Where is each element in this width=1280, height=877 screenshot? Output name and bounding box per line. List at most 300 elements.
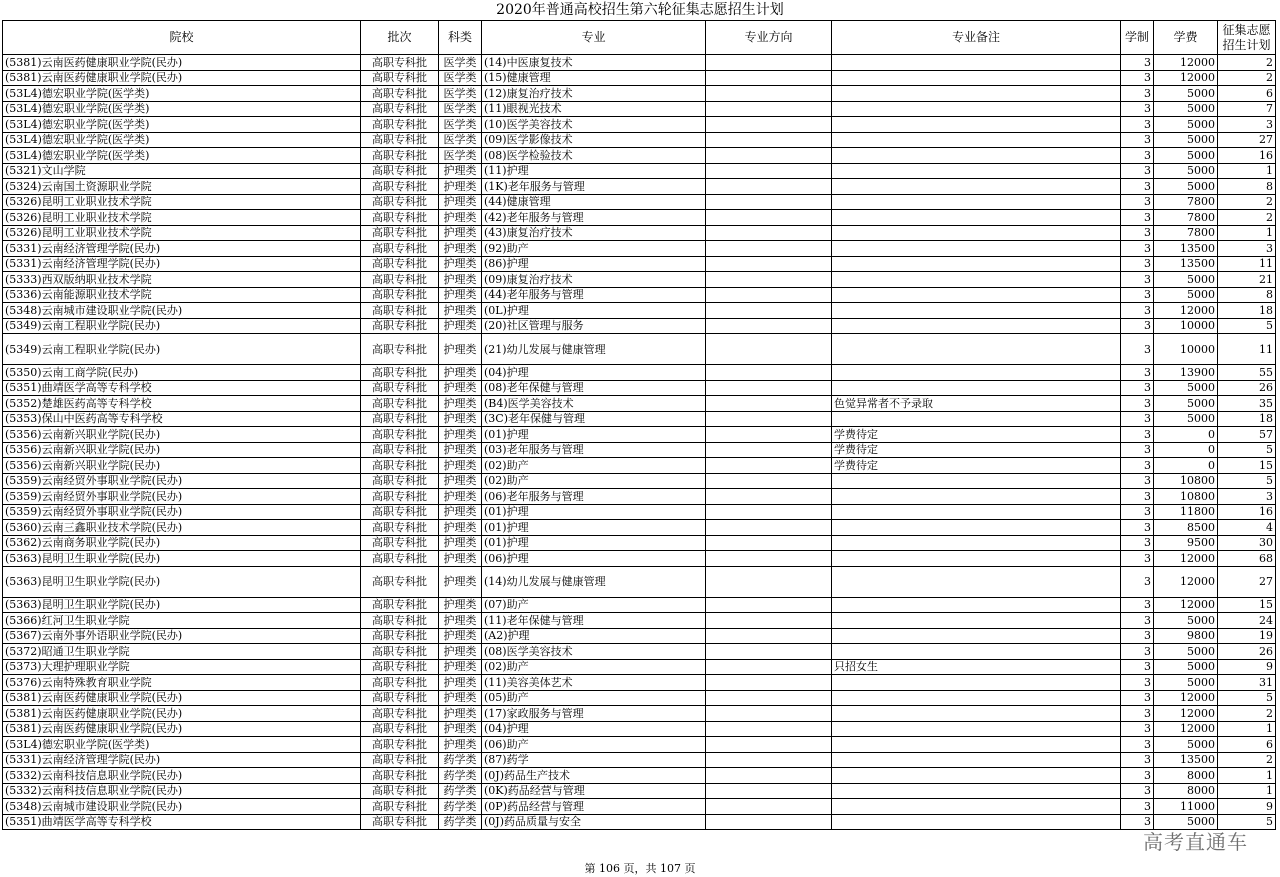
cell-fee: 13900	[1154, 365, 1218, 381]
cell-plan: 2	[1218, 752, 1276, 768]
cell-fee: 13500	[1154, 256, 1218, 272]
table-row	[3, 520, 1276, 536]
cell-direction	[706, 721, 832, 737]
cell-fee: 5000	[1154, 163, 1218, 179]
cell-category: 护理类	[439, 427, 482, 443]
cell-note	[832, 628, 1121, 644]
cell-fee: 12000	[1154, 597, 1218, 613]
cell-batch: 高职专科批	[361, 473, 439, 489]
cell-plan: 3	[1218, 489, 1276, 505]
cell-plan: 18	[1218, 303, 1276, 319]
cell-fee: 10000	[1154, 334, 1218, 365]
cell-school: (5349)云南工程职业学院(民办)	[3, 318, 361, 334]
cell-note	[832, 380, 1121, 396]
cell-fee: 12000	[1154, 55, 1218, 71]
cell-direction	[706, 768, 832, 784]
table-row	[3, 256, 1276, 272]
page-footer: 第 106 页，共 107 页	[584, 862, 696, 875]
cell-school: (5321)文山学院	[3, 163, 361, 179]
cell-fee: 5000	[1154, 737, 1218, 753]
cell-batch: 高职专科批	[361, 442, 439, 458]
header-years: 学制	[1121, 21, 1154, 55]
cell-years: 3	[1121, 55, 1154, 71]
cell-note	[832, 799, 1121, 815]
cell-batch: 高职专科批	[361, 489, 439, 505]
cell-fee: 7800	[1154, 194, 1218, 210]
cell-years: 3	[1121, 721, 1154, 737]
cell-batch: 高职专科批	[361, 721, 439, 737]
cell-batch: 高职专科批	[361, 148, 439, 164]
cell-category: 护理类	[439, 272, 482, 288]
cell-school: (5331)云南经济管理学院(民办)	[3, 241, 361, 257]
cell-batch: 高职专科批	[361, 318, 439, 334]
cell-note	[832, 148, 1121, 164]
cell-category: 护理类	[439, 721, 482, 737]
cell-fee: 12000	[1154, 690, 1218, 706]
cell-category: 护理类	[439, 628, 482, 644]
cell-category: 药学类	[439, 768, 482, 784]
cell-major: (08)医学检验技术	[482, 148, 706, 164]
cell-school: (53L4)德宏职业学院(医学类)	[3, 101, 361, 117]
cell-major: (09)康复治疗技术	[482, 272, 706, 288]
cell-major: (01)护理	[482, 427, 706, 443]
cell-major: (44)健康管理	[482, 194, 706, 210]
cell-note	[832, 783, 1121, 799]
cell-batch: 高职专科批	[361, 659, 439, 675]
cell-direction	[706, 132, 832, 148]
cell-batch: 高职专科批	[361, 287, 439, 303]
cell-note	[832, 70, 1121, 86]
cell-major: (07)助产	[482, 597, 706, 613]
table-row	[3, 411, 1276, 427]
cell-direction	[706, 690, 832, 706]
cell-category: 护理类	[439, 225, 482, 241]
cell-fee: 12000	[1154, 721, 1218, 737]
cell-fee: 12000	[1154, 566, 1218, 597]
cell-school: (5362)云南商务职业学院(民办)	[3, 535, 361, 551]
cell-batch: 高职专科批	[361, 814, 439, 830]
cell-category: 医学类	[439, 101, 482, 117]
cell-fee: 5000	[1154, 659, 1218, 675]
cell-school: (53L4)德宏职业学院(医学类)	[3, 117, 361, 133]
cell-major: (01)护理	[482, 504, 706, 520]
cell-fee: 5000	[1154, 86, 1218, 102]
cell-note	[832, 55, 1121, 71]
cell-plan: 3	[1218, 241, 1276, 257]
cell-years: 3	[1121, 613, 1154, 629]
cell-batch: 高职专科批	[361, 551, 439, 567]
cell-major: (15)健康管理	[482, 70, 706, 86]
cell-school: (5350)云南工商学院(民办)	[3, 365, 361, 381]
cell-school: (5331)云南经济管理学院(民办)	[3, 256, 361, 272]
cell-direction	[706, 101, 832, 117]
cell-category: 护理类	[439, 659, 482, 675]
cell-direction	[706, 706, 832, 722]
table-row	[3, 427, 1276, 443]
cell-major: (14)幼儿发展与健康管理	[482, 566, 706, 597]
cell-batch: 高职专科批	[361, 690, 439, 706]
cell-major: (12)康复治疗技术	[482, 86, 706, 102]
cell-category: 医学类	[439, 132, 482, 148]
cell-years: 3	[1121, 473, 1154, 489]
cell-direction	[706, 365, 832, 381]
cell-note	[832, 287, 1121, 303]
cell-category: 护理类	[439, 194, 482, 210]
cell-note	[832, 318, 1121, 334]
cell-major: (21)幼儿发展与健康管理	[482, 334, 706, 365]
cell-years: 3	[1121, 148, 1154, 164]
cell-direction	[706, 783, 832, 799]
cell-batch: 高职专科批	[361, 520, 439, 536]
cell-years: 3	[1121, 644, 1154, 660]
cell-direction	[706, 148, 832, 164]
table-row	[3, 675, 1276, 691]
cell-category: 护理类	[439, 365, 482, 381]
cell-direction	[706, 799, 832, 815]
cell-batch: 高职专科批	[361, 225, 439, 241]
cell-plan: 27	[1218, 566, 1276, 597]
cell-school: (53L4)德宏职业学院(医学类)	[3, 148, 361, 164]
cell-plan: 9	[1218, 799, 1276, 815]
table-row	[3, 86, 1276, 102]
cell-years: 3	[1121, 442, 1154, 458]
cell-plan: 5	[1218, 690, 1276, 706]
cell-school: (5326)昆明工业职业技术学院	[3, 210, 361, 226]
cell-note: 学费待定	[832, 427, 1121, 443]
cell-plan: 15	[1218, 458, 1276, 474]
cell-batch: 高职专科批	[361, 535, 439, 551]
cell-plan: 1	[1218, 783, 1276, 799]
cell-category: 医学类	[439, 148, 482, 164]
table-header-row	[3, 21, 1276, 55]
cell-years: 3	[1121, 334, 1154, 365]
cell-batch: 高职专科批	[361, 458, 439, 474]
table-row	[3, 628, 1276, 644]
cell-category: 护理类	[439, 396, 482, 412]
cell-years: 3	[1121, 566, 1154, 597]
table-body	[3, 55, 1276, 830]
cell-plan: 4	[1218, 520, 1276, 536]
cell-category: 医学类	[439, 70, 482, 86]
cell-school: (5351)曲靖医学高等专科学校	[3, 380, 361, 396]
cell-category: 医学类	[439, 117, 482, 133]
table-row	[3, 442, 1276, 458]
cell-fee: 5000	[1154, 148, 1218, 164]
header-batch: 批次	[361, 21, 439, 55]
cell-note	[832, 597, 1121, 613]
cell-direction	[706, 55, 832, 71]
table-row	[3, 535, 1276, 551]
header-direction: 专业方向	[706, 21, 832, 55]
cell-direction	[706, 272, 832, 288]
cell-major: (92)助产	[482, 241, 706, 257]
cell-category: 护理类	[439, 473, 482, 489]
table-row	[3, 721, 1276, 737]
table-row	[3, 148, 1276, 164]
cell-direction	[706, 473, 832, 489]
cell-batch: 高职专科批	[361, 163, 439, 179]
cell-direction	[706, 163, 832, 179]
cell-years: 3	[1121, 659, 1154, 675]
cell-category: 护理类	[439, 535, 482, 551]
cell-direction	[706, 179, 832, 195]
cell-batch: 高职专科批	[361, 799, 439, 815]
table-row	[3, 659, 1276, 675]
cell-direction	[706, 334, 832, 365]
cell-direction	[706, 597, 832, 613]
cell-direction	[706, 427, 832, 443]
cell-note	[832, 210, 1121, 226]
cell-category: 护理类	[439, 737, 482, 753]
cell-major: (14)中医康复技术	[482, 55, 706, 71]
cell-years: 3	[1121, 132, 1154, 148]
cell-note	[832, 225, 1121, 241]
cell-school: (5348)云南城市建设职业学院(民办)	[3, 799, 361, 815]
cell-plan: 2	[1218, 70, 1276, 86]
cell-direction	[706, 396, 832, 412]
cell-plan: 5	[1218, 442, 1276, 458]
cell-years: 3	[1121, 256, 1154, 272]
cell-major: (08)老年保健与管理	[482, 380, 706, 396]
cell-category: 护理类	[439, 163, 482, 179]
cell-note	[832, 473, 1121, 489]
cell-note	[832, 675, 1121, 691]
cell-fee: 5000	[1154, 287, 1218, 303]
cell-batch: 高职专科批	[361, 256, 439, 272]
cell-batch: 高职专科批	[361, 427, 439, 443]
cell-fee: 0	[1154, 458, 1218, 474]
cell-fee: 11800	[1154, 504, 1218, 520]
cell-school: (5351)曲靖医学高等专科学校	[3, 814, 361, 830]
table-row	[3, 799, 1276, 815]
cell-years: 3	[1121, 210, 1154, 226]
enrollment-plan-table	[2, 20, 1276, 830]
cell-note	[832, 706, 1121, 722]
table-row	[3, 644, 1276, 660]
cell-note	[832, 163, 1121, 179]
cell-batch: 高职专科批	[361, 86, 439, 102]
cell-major: (20)社区管理与服务	[482, 318, 706, 334]
cell-note	[832, 535, 1121, 551]
cell-school: (5356)云南新兴职业学院(民办)	[3, 442, 361, 458]
cell-batch: 高职专科批	[361, 706, 439, 722]
table-row	[3, 132, 1276, 148]
cell-school: (5360)云南三鑫职业技术学院(民办)	[3, 520, 361, 536]
cell-school: (5356)云南新兴职业学院(民办)	[3, 458, 361, 474]
table-row	[3, 613, 1276, 629]
cell-note	[832, 644, 1121, 660]
cell-plan: 27	[1218, 132, 1276, 148]
table-row	[3, 272, 1276, 288]
cell-batch: 高职专科批	[361, 272, 439, 288]
table-row	[3, 706, 1276, 722]
cell-note	[832, 365, 1121, 381]
cell-school: (5333)西双版纳职业技术学院	[3, 272, 361, 288]
cell-batch: 高职专科批	[361, 566, 439, 597]
cell-batch: 高职专科批	[361, 783, 439, 799]
cell-batch: 高职专科批	[361, 365, 439, 381]
cell-school: (5363)昆明卫生职业学院(民办)	[3, 597, 361, 613]
cell-school: (5332)云南科技信息职业学院(民办)	[3, 783, 361, 799]
cell-years: 3	[1121, 411, 1154, 427]
cell-years: 3	[1121, 752, 1154, 768]
cell-batch: 高职专科批	[361, 597, 439, 613]
table-row	[3, 334, 1276, 365]
cell-major: (05)助产	[482, 690, 706, 706]
cell-note	[832, 272, 1121, 288]
cell-note	[832, 613, 1121, 629]
cell-school: (5363)昆明卫生职业学院(民办)	[3, 551, 361, 567]
cell-note	[832, 256, 1121, 272]
header-category: 科类	[439, 21, 482, 55]
cell-major: (0J)药品生产技术	[482, 768, 706, 784]
cell-batch: 高职专科批	[361, 675, 439, 691]
cell-plan: 5	[1218, 473, 1276, 489]
cell-school: (5326)昆明工业职业技术学院	[3, 225, 361, 241]
cell-category: 药学类	[439, 799, 482, 815]
cell-school: (5324)云南国土资源职业学院	[3, 179, 361, 195]
cell-plan: 7	[1218, 101, 1276, 117]
cell-direction	[706, 86, 832, 102]
cell-school: (5381)云南医药健康职业学院(民办)	[3, 690, 361, 706]
cell-major: (0L)护理	[482, 303, 706, 319]
table-row	[3, 752, 1276, 768]
cell-major: (0K)药品经营与管理	[482, 783, 706, 799]
cell-years: 3	[1121, 70, 1154, 86]
cell-category: 护理类	[439, 690, 482, 706]
table-row	[3, 101, 1276, 117]
table-row	[3, 768, 1276, 784]
cell-fee: 10800	[1154, 473, 1218, 489]
cell-batch: 高职专科批	[361, 752, 439, 768]
cell-years: 3	[1121, 303, 1154, 319]
cell-direction	[706, 659, 832, 675]
cell-major: (03)老年服务与管理	[482, 442, 706, 458]
cell-direction	[706, 489, 832, 505]
cell-plan: 1	[1218, 721, 1276, 737]
cell-note	[832, 86, 1121, 102]
cell-fee: 9500	[1154, 535, 1218, 551]
table-row	[3, 597, 1276, 613]
cell-school: (5363)昆明卫生职业学院(民办)	[3, 566, 361, 597]
cell-direction	[706, 628, 832, 644]
cell-category: 药学类	[439, 783, 482, 799]
cell-plan: 35	[1218, 396, 1276, 412]
cell-note	[832, 814, 1121, 830]
cell-school: (5366)红河卫生职业学院	[3, 613, 361, 629]
header-plan: 征集志愿招生计划	[1218, 21, 1276, 55]
cell-note	[832, 194, 1121, 210]
cell-plan: 15	[1218, 597, 1276, 613]
cell-direction	[706, 303, 832, 319]
cell-direction	[706, 535, 832, 551]
cell-plan: 24	[1218, 613, 1276, 629]
cell-major: (17)家政服务与管理	[482, 706, 706, 722]
cell-plan: 1	[1218, 225, 1276, 241]
cell-batch: 高职专科批	[361, 411, 439, 427]
table-row	[3, 783, 1276, 799]
table-row	[3, 551, 1276, 567]
cell-note: 只招女生	[832, 659, 1121, 675]
cell-school: (5381)云南医药健康职业学院(民办)	[3, 706, 361, 722]
cell-fee: 5000	[1154, 814, 1218, 830]
cell-years: 3	[1121, 597, 1154, 613]
cell-direction	[706, 380, 832, 396]
cell-years: 3	[1121, 318, 1154, 334]
header-school: 院校	[3, 21, 361, 55]
table-row	[3, 504, 1276, 520]
cell-years: 3	[1121, 799, 1154, 815]
cell-fee: 8500	[1154, 520, 1218, 536]
cell-note	[832, 303, 1121, 319]
cell-fee: 5000	[1154, 380, 1218, 396]
cell-plan: 19	[1218, 628, 1276, 644]
cell-school: (5326)昆明工业职业技术学院	[3, 194, 361, 210]
cell-category: 护理类	[439, 597, 482, 613]
cell-category: 护理类	[439, 551, 482, 567]
cell-major: (0J)药品质量与安全	[482, 814, 706, 830]
cell-school: (5353)保山中医药高等专科学校	[3, 411, 361, 427]
cell-direction	[706, 644, 832, 660]
cell-category: 护理类	[439, 334, 482, 365]
cell-school: (5356)云南新兴职业学院(民办)	[3, 427, 361, 443]
cell-years: 3	[1121, 628, 1154, 644]
cell-years: 3	[1121, 194, 1154, 210]
cell-plan: 2	[1218, 55, 1276, 71]
cell-category: 护理类	[439, 256, 482, 272]
table-row	[3, 396, 1276, 412]
cell-note: 学费待定	[832, 458, 1121, 474]
cell-plan: 2	[1218, 210, 1276, 226]
table-row	[3, 489, 1276, 505]
cell-batch: 高职专科批	[361, 613, 439, 629]
cell-fee: 12000	[1154, 70, 1218, 86]
cell-school: (5373)大理护理职业学院	[3, 659, 361, 675]
cell-major: (86)护理	[482, 256, 706, 272]
cell-school: (5367)云南外事外语职业学院(民办)	[3, 628, 361, 644]
cell-direction	[706, 117, 832, 133]
header-major: 专业	[482, 21, 706, 55]
cell-batch: 高职专科批	[361, 628, 439, 644]
cell-category: 护理类	[439, 458, 482, 474]
cell-plan: 30	[1218, 535, 1276, 551]
cell-note	[832, 179, 1121, 195]
cell-plan: 5	[1218, 318, 1276, 334]
cell-years: 3	[1121, 690, 1154, 706]
table-row	[3, 55, 1276, 71]
table-row	[3, 458, 1276, 474]
table-row	[3, 194, 1276, 210]
cell-category: 护理类	[439, 442, 482, 458]
cell-school: (5332)云南科技信息职业学院(民办)	[3, 768, 361, 784]
cell-plan: 2	[1218, 194, 1276, 210]
cell-batch: 高职专科批	[361, 644, 439, 660]
cell-years: 3	[1121, 241, 1154, 257]
cell-direction	[706, 752, 832, 768]
cell-plan: 8	[1218, 287, 1276, 303]
cell-major: (02)助产	[482, 659, 706, 675]
cell-major: (87)药学	[482, 752, 706, 768]
cell-years: 3	[1121, 675, 1154, 691]
table-row	[3, 117, 1276, 133]
cell-category: 医学类	[439, 86, 482, 102]
cell-major: (08)医学美容技术	[482, 644, 706, 660]
table-row	[3, 303, 1276, 319]
cell-plan: 8	[1218, 179, 1276, 195]
cell-note	[832, 721, 1121, 737]
cell-major: (44)老年服务与管理	[482, 287, 706, 303]
cell-years: 3	[1121, 272, 1154, 288]
